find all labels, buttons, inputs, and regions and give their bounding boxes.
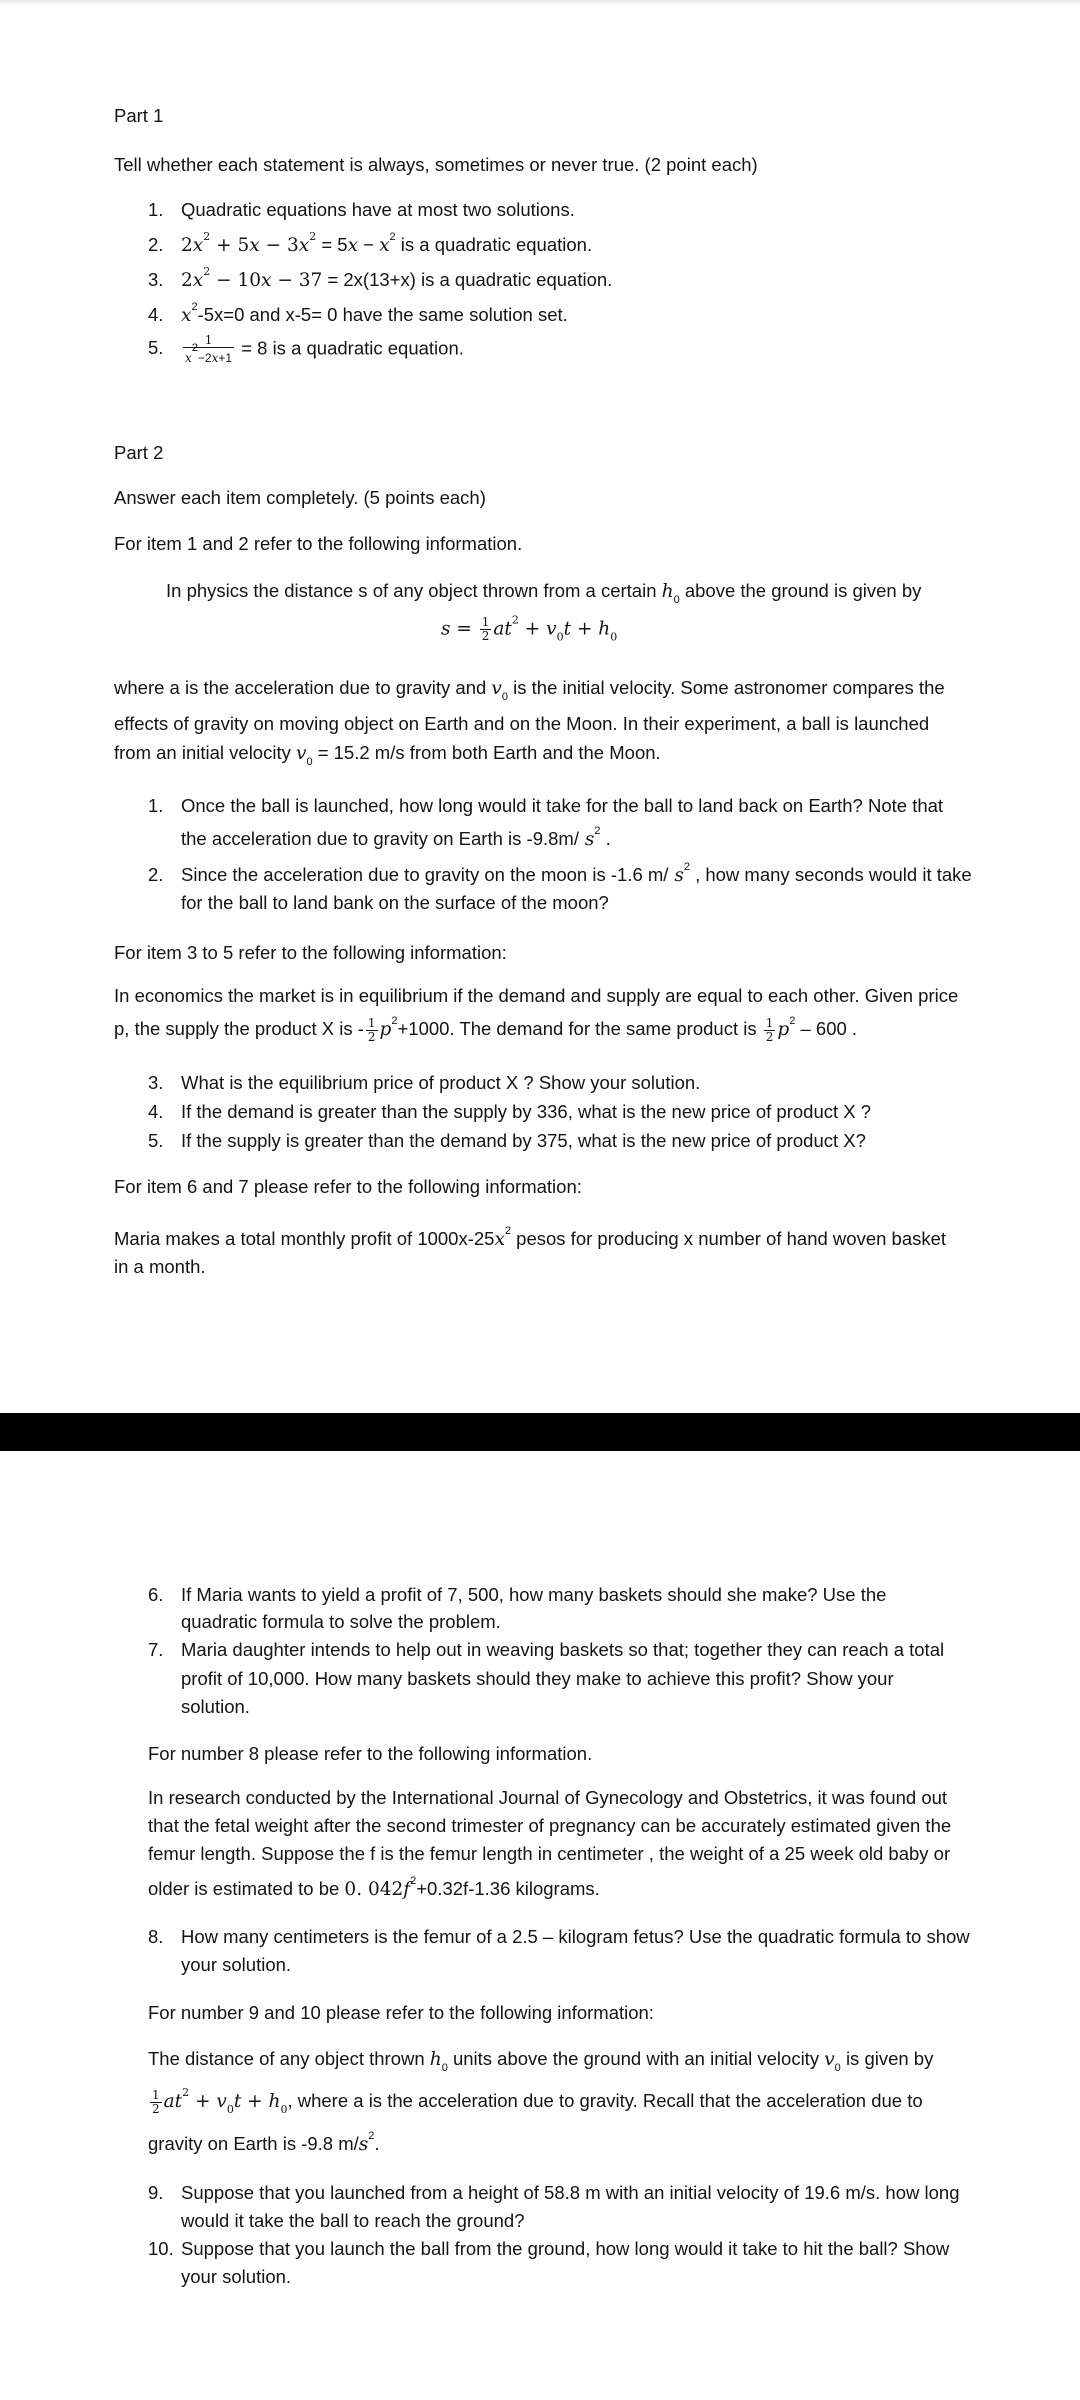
item-number: 1. (148, 199, 164, 220)
math-v0: v (295, 743, 307, 764)
part2-item-1-cont: the acceleration due to gravity on Earth is -9.8m/ $s^2$ . (181, 825, 611, 850)
part2-item-10-cont: your solution. (181, 2266, 292, 2287)
part1-title: Part 1 (114, 105, 164, 126)
dist-line-2: $\frac{1}{2}$ $at^2 + v_0t + h_0$, where a is the acceleration due to gravity. Recall that the acceleration due to (152, 2086, 923, 2116)
dist-line-3: gravity on Earth is -9.8 $m/s^2$. (148, 2130, 380, 2155)
part2-item-7-cont2: solution. (181, 1696, 250, 1717)
fetal-line-2: that the fetal weight after the second trimester of pregnancy can be accurately estimated given the (148, 1815, 952, 1836)
item-text: -5x=0 and x-5= 0 have the same solution set. (197, 304, 568, 325)
physics-desc-line-2: effects of gravity on moving object on Earth and on the Moon. In their experiment, a ball is launched (114, 713, 930, 734)
page-divider (0, 1413, 1080, 1451)
part2-item-8-cont: your solution. (181, 1954, 292, 1975)
maria-line-1: Maria makes a total monthly profit of $1000x-25x^2$ pesos for producing x number of hand woven basket (114, 1225, 947, 1250)
econ-line-1: In economics the market is in equilibrium if the demand and supply are equal to each other. Given price (114, 985, 959, 1006)
part1-item-3 (148, 267, 612, 294)
econ-line-2: p, the supply the product X is - $\frac{1}{2}$ $p^2+1000$. The demand for the same product is $\frac{1}{2}$ $p^2 - 600$ . (114, 1015, 858, 1044)
math-v0: v (491, 678, 502, 699)
item-text: Quadratic equations have at most two solutions. (181, 199, 575, 220)
item-number: 5. (148, 337, 164, 359)
physics-formula: s = $\frac{1}{2}$ $at^2 + v_0t + h_0$ (441, 613, 618, 644)
part2-item-10: 10. Suppose that you launch the ball from the ground, how long would it take to hit the ball? Show (148, 2238, 950, 2259)
part2-item-7: 7. Maria daughter intends to help out in weaving baskets so that; together they can reach a total (148, 1639, 945, 1660)
math-x-squared: x (181, 305, 192, 326)
fetal-line-4: older is estimated to be 0. $042f^2+0.32f-1.36$ kilograms. (148, 1875, 600, 1900)
top-edge-shadow (0, 0, 1080, 5)
part2-item-9: 9. Suppose that you launched from a height of 58.8 m with an initial velocity of 19.6 m/s. how long (148, 2182, 960, 2203)
item-number: 2. (148, 234, 164, 255)
ref-items-1-2: For item 1 and 2 refer to the following information. (114, 533, 523, 554)
fetal-line-1: In research conducted by the International Journal of Gynecology and Obstetrics, it was found out (148, 1787, 948, 1808)
maria-line-2: in a month. (114, 1256, 206, 1277)
item-text: is a quadratic equation. (400, 234, 593, 255)
part2-item-9-cont: would it take the ball to reach the ground? (181, 2210, 525, 2231)
fetal-line-3: femur length. Suppose the f is the femur length in centimeter , the weight of a 25 week old baby or (148, 1843, 951, 1864)
physics-intro: In physics the distance s of any object thrown from a certain $h_0$ above the ground is given by (166, 580, 922, 606)
math-h0: h (661, 581, 674, 602)
part2-item-1: 1. Once the ball is launched, how long would it take for the ball to land back on Earth? Note that (148, 795, 944, 816)
item-text: = 2x(13+x) is a quadratic equation. (327, 269, 613, 290)
part2-item-5: 5. If the supply is greater than the demand by 375, what is the new price of product X? (148, 1130, 866, 1151)
ref-items-6-7: For item 6 and 7 please refer to the following information: (114, 1176, 582, 1197)
equation-lhs: $2x^2 - 10x - 37$ (181, 265, 323, 291)
part2-instruction: Answer each item completely. (5 points each) (114, 487, 486, 508)
part1-instruction: Tell whether each statement is always, sometimes or never true. (2 point each) (114, 154, 758, 175)
item-number: 4. (148, 304, 164, 325)
physics-desc-line-3: from an initial velocity $v_0 = 15.2$ m/s from both Earth and the Moon. (114, 742, 661, 768)
part1-item-4: 4. $x^2-5x=0$ and x-5= 0 have the same solution set. (148, 301, 568, 326)
item-text: = 8 is a quadratic equation. (241, 337, 464, 359)
part1-item-5 (148, 334, 464, 365)
part1-item-2: 2. $2x^2 + 5x - 3x^2 = 5x - x^2$ is a quadratic equation. (148, 230, 593, 256)
part2-item-6: 6. If Maria wants to yield a profit of 7, 500, how many baskets should she make? Use the (148, 1584, 887, 1605)
part2-item-8: 8. How many centimeters is the femur of a 2.5 – kilogram fetus? Use the quadratic formula to show (148, 1926, 970, 1947)
part2-item-3: 3. What is the equilibrium price of product X ? Show your solution. (148, 1072, 701, 1093)
part2-item-4: 4. If the demand is greater than the supply by 336, what is the new price of product X ? (148, 1101, 872, 1122)
dist-line-1: The distance of any object thrown $h_0$ units above the ground with an initial velocity $v_0$ is given by (148, 2048, 934, 2074)
part2-title: Part 2 (114, 442, 164, 463)
part2-item-6-cont: quadratic formula to solve the problem. (181, 1611, 501, 1632)
fraction-1-over-quadratic: $\frac{1}{x^2-2x+1}$ (185, 333, 233, 365)
physics-desc-line-1: where a is the acceleration due to gravity and $v_0$ is the initial velocity. Some astronomer compares the (114, 677, 945, 703)
item-number: 3. (148, 269, 164, 290)
equation-lhs: $2x^2 + 5x - 3x^2$ (181, 230, 317, 256)
ref-items-9-10: For number 9 and 10 please refer to the following information: (148, 2002, 654, 2023)
ref-item-8: For number 8 please refer to the following information. (148, 1743, 593, 1764)
part1-item-1 (148, 197, 575, 223)
part2-item-7-cont: profit of 10,000. How many baskets should they make to achieve this profit? Show your (181, 1668, 894, 1689)
ref-items-3-5: For item 3 to 5 refer to the following information: (114, 942, 507, 963)
part2-item-2: 2. Since the acceleration due to gravity on the moon is -1.6 m/ $s^2$ , how many seconds would it take (148, 861, 972, 886)
part2-item-2-cont: for the ball to land bank on the surface of the moon? (181, 892, 609, 913)
